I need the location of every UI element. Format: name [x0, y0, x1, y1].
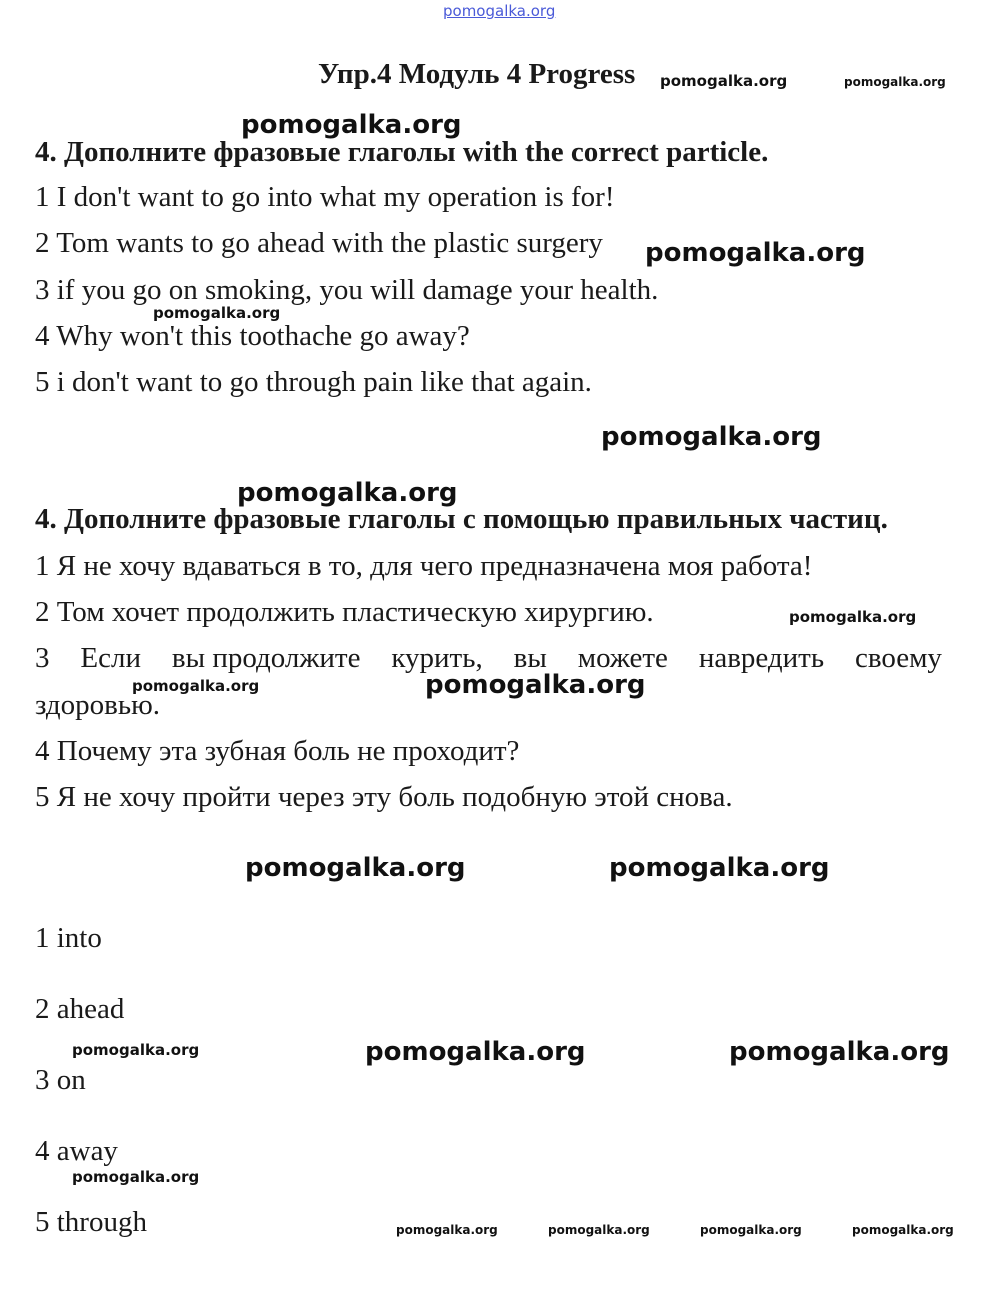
word: Если	[80, 642, 141, 674]
watermark: pomogalka.org	[609, 853, 830, 883]
english-line-2: 2 Tom wants to go ahead with the plastic surgery	[35, 227, 603, 259]
russian-line-5: 5 Я не хочу пройти через эту боль подобную этой снова.	[35, 781, 733, 813]
word: вы	[513, 642, 547, 674]
watermark: pomogalka.org	[548, 1223, 650, 1237]
watermark: pomogalka.org	[241, 110, 462, 140]
watermark: pomogalka.org	[245, 853, 466, 883]
answer-3: 3 on	[35, 1064, 86, 1096]
watermark: pomogalka.org	[72, 1168, 200, 1186]
word: 3	[35, 642, 50, 674]
watermark: pomogalka.org	[789, 608, 917, 626]
english-line-1: 1 I don't want to go into what my operation is for!	[35, 181, 615, 213]
word: курить,	[391, 642, 483, 674]
word: навредить	[698, 642, 825, 674]
watermark: pomogalka.org	[425, 670, 646, 700]
russian-line-3-cont: здоровью.	[35, 689, 161, 721]
watermark: pomogalka.org	[844, 75, 946, 89]
watermark-top: pomogalka.org	[443, 2, 556, 20]
watermark: pomogalka.org	[237, 478, 458, 508]
english-line-4: 4 Why won't this toothache go away?	[35, 320, 470, 352]
watermark: pomogalka.org	[365, 1037, 586, 1067]
answer-4: 4 away	[35, 1135, 118, 1167]
russian-line-1: 1 Я не хочу вдаваться в то, для чего предназначена моя работа!	[35, 550, 813, 582]
watermark: pomogalka.org	[660, 72, 788, 90]
russian-heading: 4. Дополните фразовые глаголы с помощью правильных частиц.	[35, 503, 888, 535]
answer-5: 5 through	[35, 1206, 147, 1238]
word: вы продолжите	[171, 642, 361, 674]
russian-line-4: 4 Почему эта зубная боль не проходит?	[35, 735, 520, 767]
watermark: pomogalka.org	[601, 422, 822, 452]
watermark: pomogalka.org	[396, 1223, 498, 1237]
watermark: pomogalka.org	[153, 304, 281, 322]
watermark: pomogalka.org	[700, 1223, 802, 1237]
page-title: Упр.4 Модуль 4 Progress	[318, 58, 636, 90]
watermark: pomogalka.org	[72, 1041, 200, 1059]
watermark: pomogalka.org	[645, 238, 866, 268]
word: можете	[577, 642, 668, 674]
english-heading: 4. Дополните фразовые глаголы with the correct particle.	[35, 136, 769, 168]
english-line-3: 3 if you go on smoking, you will damage your health.	[35, 274, 659, 306]
watermark: pomogalka.org	[132, 677, 260, 695]
english-line-5: 5 i don't want to go through pain like that again.	[35, 366, 592, 398]
watermark: pomogalka.org	[729, 1037, 950, 1067]
answer-2: 2 ahead	[35, 993, 125, 1025]
word: своему	[854, 642, 942, 674]
answer-1: 1 into	[35, 922, 102, 954]
watermark: pomogalka.org	[852, 1223, 954, 1237]
russian-line-2: 2 Том хочет продолжить пластическую хирургию.	[35, 596, 654, 628]
